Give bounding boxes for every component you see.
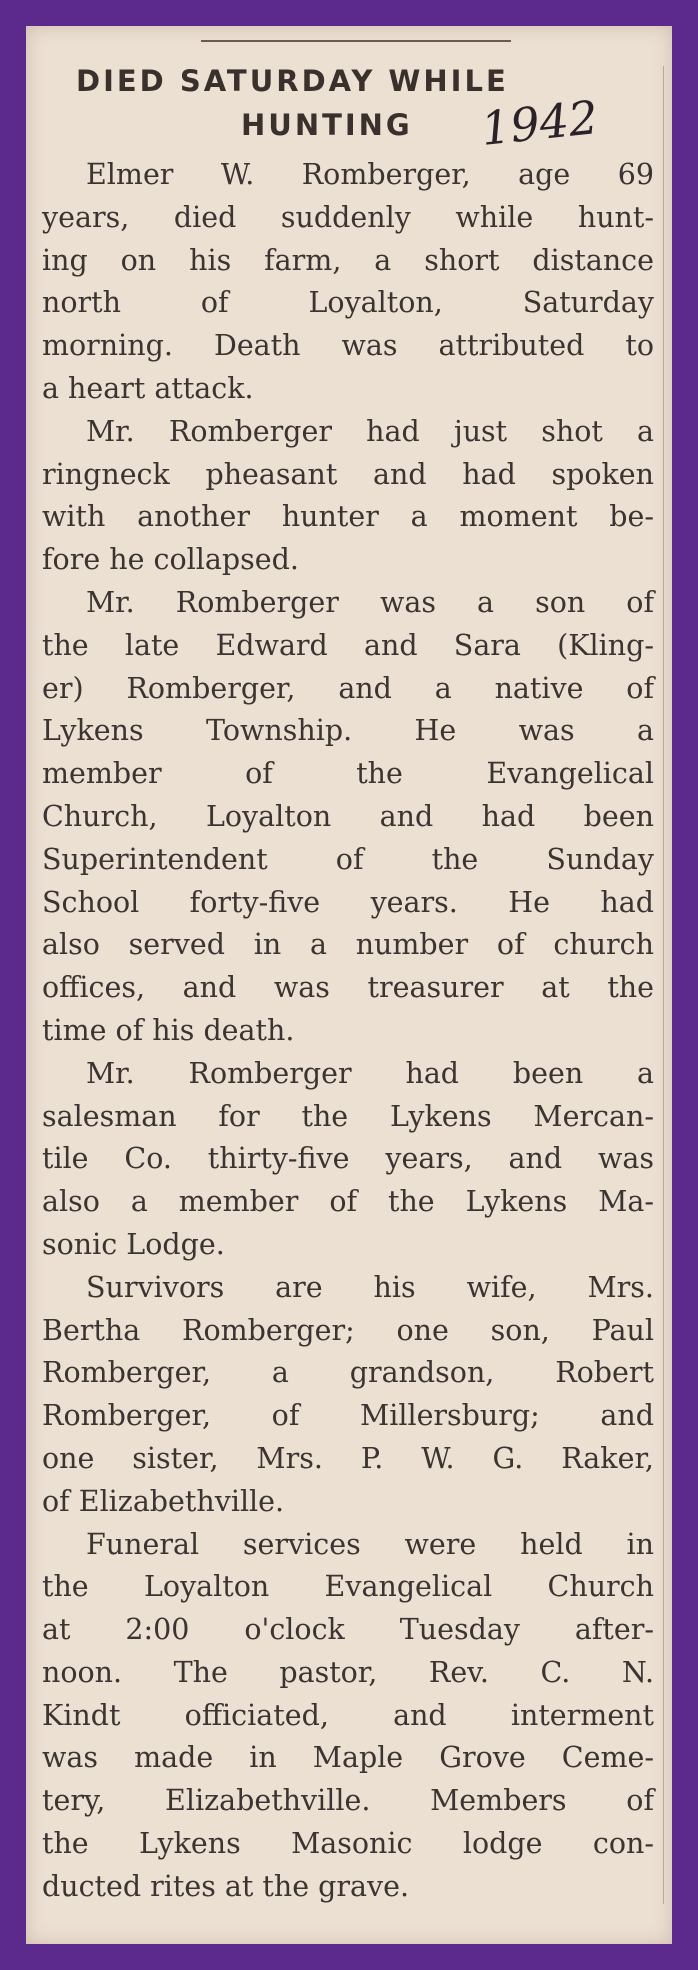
article-paragraph — [42, 582, 654, 1053]
article-paragraph — [42, 411, 654, 582]
article-line: Romberger, a grandson, Robert — [42, 1356, 654, 1390]
article-line: salesman for the Lykens Mercan- — [42, 1099, 654, 1133]
article-line: noon. The pastor, Rev. C. N. — [42, 1655, 654, 1689]
article-line: also a member of the Lykens Ma- — [42, 1185, 654, 1219]
article-line: Bertha Romberger; one son, Paul — [42, 1313, 654, 1347]
article-line: north of Loyalton, Saturday — [42, 286, 654, 320]
article-line: also served in a number of church — [42, 928, 654, 962]
article-line: the Lykens Masonic lodge con- — [42, 1827, 654, 1861]
article-line: ringneck pheasant and had spoken — [42, 457, 654, 491]
article-line: ing on his farm, a short distance — [42, 243, 654, 277]
article-line: Funeral services were held in — [86, 1527, 654, 1561]
column-edge-line — [663, 66, 664, 1904]
article-paragraph — [42, 1053, 654, 1267]
headline-line-2: HUNTING — [241, 108, 413, 142]
article-line: fore he collapsed. — [42, 543, 299, 577]
article-line: at 2:00 o'clock Tuesday after- — [42, 1613, 654, 1647]
article-line: School forty-five years. He had — [42, 885, 654, 919]
article-line: er) Romberger, and a native of — [42, 671, 654, 705]
article-line: offices, and was treasurer at the — [42, 971, 654, 1005]
article-body — [42, 154, 654, 1909]
article-line: member of the Evangelical — [42, 757, 654, 791]
top-rule — [201, 40, 511, 42]
article-paragraph — [42, 154, 654, 411]
article-line: Mr. Romberger was a son of — [86, 585, 654, 619]
article-line: time of his death. — [42, 1013, 295, 1047]
article-line: of Elizabethville. — [42, 1484, 285, 1518]
article-line: Romberger, of Millersburg; and — [42, 1399, 654, 1433]
article-line: Elmer W. Romberger, age 69 — [86, 158, 654, 191]
article-line: Kindt officiated, and interment — [42, 1698, 654, 1732]
article-line: Survivors are his wife, Mrs. — [86, 1270, 654, 1304]
article-paragraph — [42, 1267, 654, 1524]
article-line: Mr. Romberger had been a — [86, 1056, 654, 1090]
article-line: years, died suddenly while hunt- — [42, 200, 654, 234]
newspaper-clipping — [26, 26, 672, 1944]
article-line: one sister, Mrs. P. W. G. Raker, — [42, 1441, 654, 1475]
article-line: Mr. Romberger had just shot a — [86, 414, 654, 448]
article-line: sonic Lodge. — [42, 1227, 225, 1261]
article-line: tile Co. thirty-five years, and was — [42, 1142, 654, 1176]
article-line: a heart attack. — [42, 371, 254, 405]
article-line: ducted rites at the grave. — [42, 1869, 410, 1903]
article-line: the Loyalton Evangelical Church — [42, 1570, 654, 1604]
article-line: Lykens Township. He was a — [42, 714, 654, 748]
article-line: tery, Elizabethville. Members of — [42, 1784, 654, 1818]
article-line: the late Edward and Sara (Kling- — [42, 628, 654, 662]
headline-line-1: DIED SATURDAY WHILE — [76, 64, 509, 98]
article-paragraph — [42, 1524, 654, 1909]
article-line: with another hunter a moment be- — [42, 500, 654, 534]
article-line: morning. Death was attributed to — [42, 329, 654, 363]
article-line: Superintendent of the Sunday — [42, 842, 654, 876]
article-line: Church, Loyalton and had been — [42, 799, 654, 833]
handwritten-year: 1942 — [478, 90, 601, 156]
article-line: was made in Maple Grove Ceme- — [42, 1741, 654, 1775]
